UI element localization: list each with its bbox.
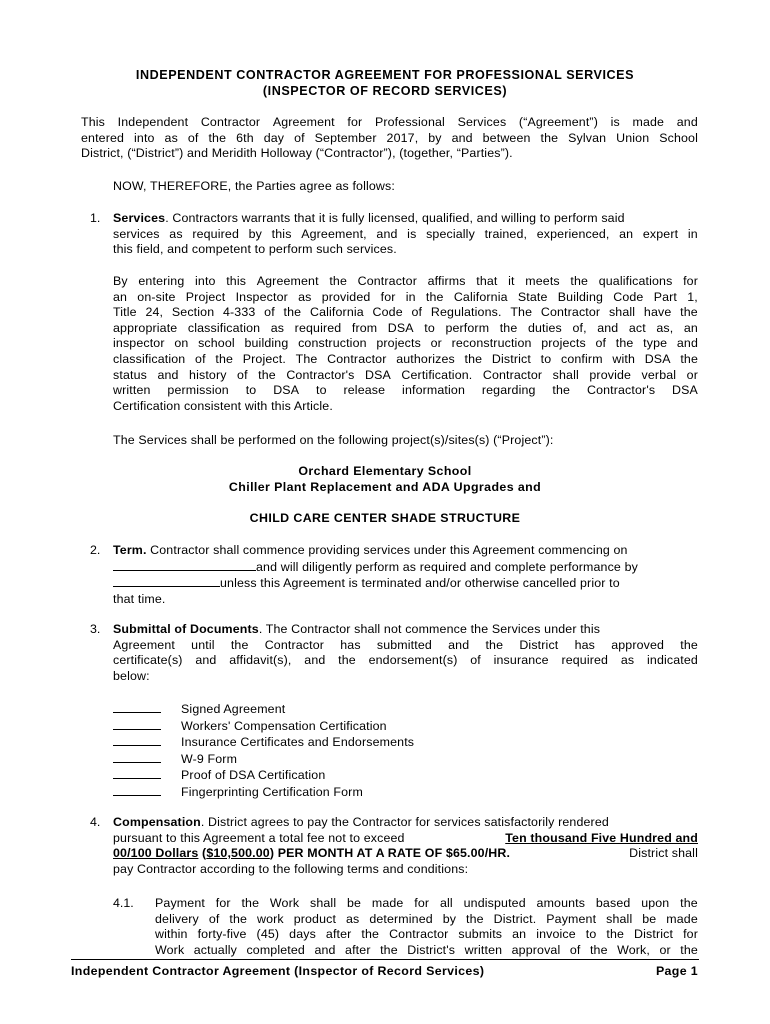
section-2-number: 2. bbox=[90, 543, 101, 557]
checklist-blank[interactable] bbox=[113, 718, 161, 730]
section-3-number: 3. bbox=[90, 622, 101, 636]
project-description: Chiller Plant Replacement and ADA Upgrades and bbox=[228, 480, 542, 494]
checklist-blank[interactable] bbox=[113, 767, 161, 779]
fee-paren: ( bbox=[198, 846, 207, 861]
checklist-blank[interactable] bbox=[113, 734, 161, 746]
section-4-line-3-text: District shall bbox=[629, 846, 698, 861]
section-1-line-1-text: . Contractors warrants that it is fully licensed, qualified, and willing to perform said bbox=[165, 211, 625, 225]
section-3-documents bbox=[113, 622, 698, 684]
checklist-blank[interactable] bbox=[113, 784, 161, 796]
section-4-1-number: 4.1. bbox=[113, 896, 134, 910]
project-intro: The Services shall be performed on the following project(s)/sites(s) (“Project”): bbox=[113, 433, 554, 447]
section-3-line-2: Agreement until the Contractor has submitted and the District has approved the bbox=[113, 637, 698, 652]
section-2-heading: Term. bbox=[113, 543, 147, 557]
section-1-line-2: services as required by this Agreement, and is specially trained, experienced, an expert in bbox=[113, 226, 698, 241]
section-4-line-2-text: pursuant to this Agreement a total fee not to exceed bbox=[113, 830, 405, 845]
document-checklist bbox=[113, 701, 513, 801]
section-2-line-3 bbox=[113, 575, 698, 592]
checklist-blank[interactable] bbox=[113, 701, 161, 713]
qualifications-line: an on-site Project Inspector as provided for in the California State Building Code Part 1, bbox=[113, 289, 698, 304]
section-2-line-2 bbox=[113, 559, 698, 576]
checklist-label: Insurance Certificates and Endorsements bbox=[181, 735, 415, 750]
checklist-item bbox=[113, 767, 513, 784]
section-1-heading: Services bbox=[113, 211, 166, 225]
checklist-item bbox=[113, 751, 513, 768]
start-date-blank[interactable] bbox=[113, 559, 256, 571]
section-4-line-3 bbox=[113, 846, 698, 862]
section-2-line-1 bbox=[113, 543, 698, 559]
section-1-services bbox=[113, 211, 698, 258]
document-subtitle: (INSPECTOR OF RECORD SERVICES) bbox=[262, 84, 508, 98]
qualifications-line: written permission to DSA to release information regarding the Contractor's DSA bbox=[113, 383, 698, 398]
qualifications-line: inspector on school building construction projects or reconstruction projects of the type and bbox=[113, 336, 698, 351]
qualifications-line: By entering into this Agreement the Contractor affirms that it meets the qualifications for bbox=[113, 274, 698, 288]
checklist-item bbox=[113, 784, 513, 801]
footer-rule bbox=[71, 959, 699, 960]
section-4-line-4: pay Contractor according to the following terms and conditions: bbox=[113, 861, 469, 876]
section-3-line-1-text: . The Contractor shall not commence the Services under this bbox=[258, 622, 601, 636]
checklist-label: Signed Agreement bbox=[181, 702, 286, 716]
checklist-item bbox=[113, 718, 513, 735]
checklist-label: Fingerprinting Certification Form bbox=[181, 784, 363, 799]
section-1-line-3: this field, and competent to perform such services. bbox=[113, 242, 397, 257]
section-2-line-3-text: unless this Agreement is terminated and/or otherwise cancelled prior to bbox=[220, 576, 620, 591]
payment-line: Work actually completed and after the District's written approval of the Work, or the bbox=[155, 942, 698, 957]
checklist-item bbox=[113, 734, 513, 751]
fee-amount-words: Ten thousand Five Hundred and bbox=[505, 830, 698, 845]
section-4-line-1 bbox=[113, 815, 698, 831]
checklist-label: W-9 Form bbox=[181, 751, 238, 766]
section-4-heading: Compensation bbox=[113, 815, 201, 829]
checklist-blank[interactable] bbox=[113, 751, 161, 763]
section-2-line-4: that time. bbox=[113, 591, 166, 606]
intro-paragraph bbox=[81, 115, 698, 162]
checklist-item bbox=[113, 701, 513, 718]
project-school: Orchard Elementary School bbox=[298, 464, 472, 478]
section-4-line-1-text: . District agrees to pay the Contractor for services satisfactorily rendered bbox=[200, 815, 609, 829]
section-3-line-4: below: bbox=[113, 668, 150, 683]
page-number: Page 1 bbox=[655, 964, 698, 978]
section-4-compensation bbox=[113, 815, 698, 877]
checklist-label: Workers' Compensation Certification bbox=[181, 718, 387, 733]
section-1-line-1 bbox=[113, 211, 698, 227]
end-date-blank[interactable] bbox=[113, 575, 220, 587]
project-shade-structure: CHILD CARE CENTER SHADE STRUCTURE bbox=[249, 511, 521, 525]
qualifications-line: status and history of the Contractor's DSA Certification. Contractor shall provide verbal or bbox=[113, 367, 698, 382]
section-2-line-1-text: Contractor shall commence providing services under this Agreement commencing on bbox=[146, 543, 628, 557]
qualifications-line: Certification consistent with this Article. bbox=[113, 398, 333, 413]
fee-amount-number: $10,500.00 bbox=[206, 846, 270, 861]
fee-amount-words-end: 00/100 Dollars bbox=[113, 846, 199, 861]
intro-line-3: District, (“District”) and Meridith Holloway (“Contractor”), (together, “Parties”). bbox=[81, 146, 513, 161]
checklist-label: Proof of DSA Certification bbox=[181, 768, 326, 783]
payment-line: within forty-five (45) days after the Contractor submits an invoice to the District for bbox=[155, 927, 698, 942]
fee-rate: ) PER MONTH AT A RATE OF $65.00/HR. bbox=[269, 846, 511, 861]
payment-line: Payment for the Work shall be made for all undisputed amounts based upon the bbox=[155, 896, 698, 910]
intro-line-1: This Independent Contractor Agreement for Professional Services (“Agreement”) is made and bbox=[81, 115, 698, 129]
section-4-line-2 bbox=[113, 831, 698, 847]
section-3-heading: Submittal of Documents bbox=[113, 622, 259, 636]
section-1-number: 1. bbox=[90, 211, 101, 225]
qualifications-line: appropriate classification as required from DSA to perform the duties of, and act as, an bbox=[113, 320, 698, 335]
section-2-term bbox=[113, 543, 698, 607]
document-title: INDEPENDENT CONTRACTOR AGREEMENT FOR PROFESSIONAL SERVICES bbox=[135, 68, 635, 82]
footer-title: Independent Contractor Agreement (Inspector of Record Services) bbox=[71, 964, 485, 978]
section-3-line-3: certificate(s) and affidavit(s), and the endorsement(s) of insurance required as indicated bbox=[113, 653, 698, 668]
section-4-number: 4. bbox=[90, 815, 101, 829]
intro-line-2: entered into as of the 6th day of September 2017, by and between the Sylvan Union School bbox=[81, 130, 698, 145]
now-therefore: NOW, THEREFORE, the Parties agree as follows: bbox=[113, 179, 395, 193]
qualifications-line: classification of the Project. The Contractor authorizes the District to confirm with DSA the bbox=[113, 351, 698, 366]
payment-line: delivery of the work product as determined by the District. Payment shall be made bbox=[155, 911, 698, 926]
section-4-1-payment bbox=[155, 896, 698, 958]
section-3-line-1 bbox=[113, 622, 698, 638]
qualifications-line: Title 24, Section 4-333 of the California Code of Regulations. The Contractor shall have the bbox=[113, 305, 698, 320]
section-1-qualifications bbox=[113, 274, 698, 414]
section-2-line-2-text: and will diligently perform as required and complete performance by bbox=[256, 559, 638, 574]
